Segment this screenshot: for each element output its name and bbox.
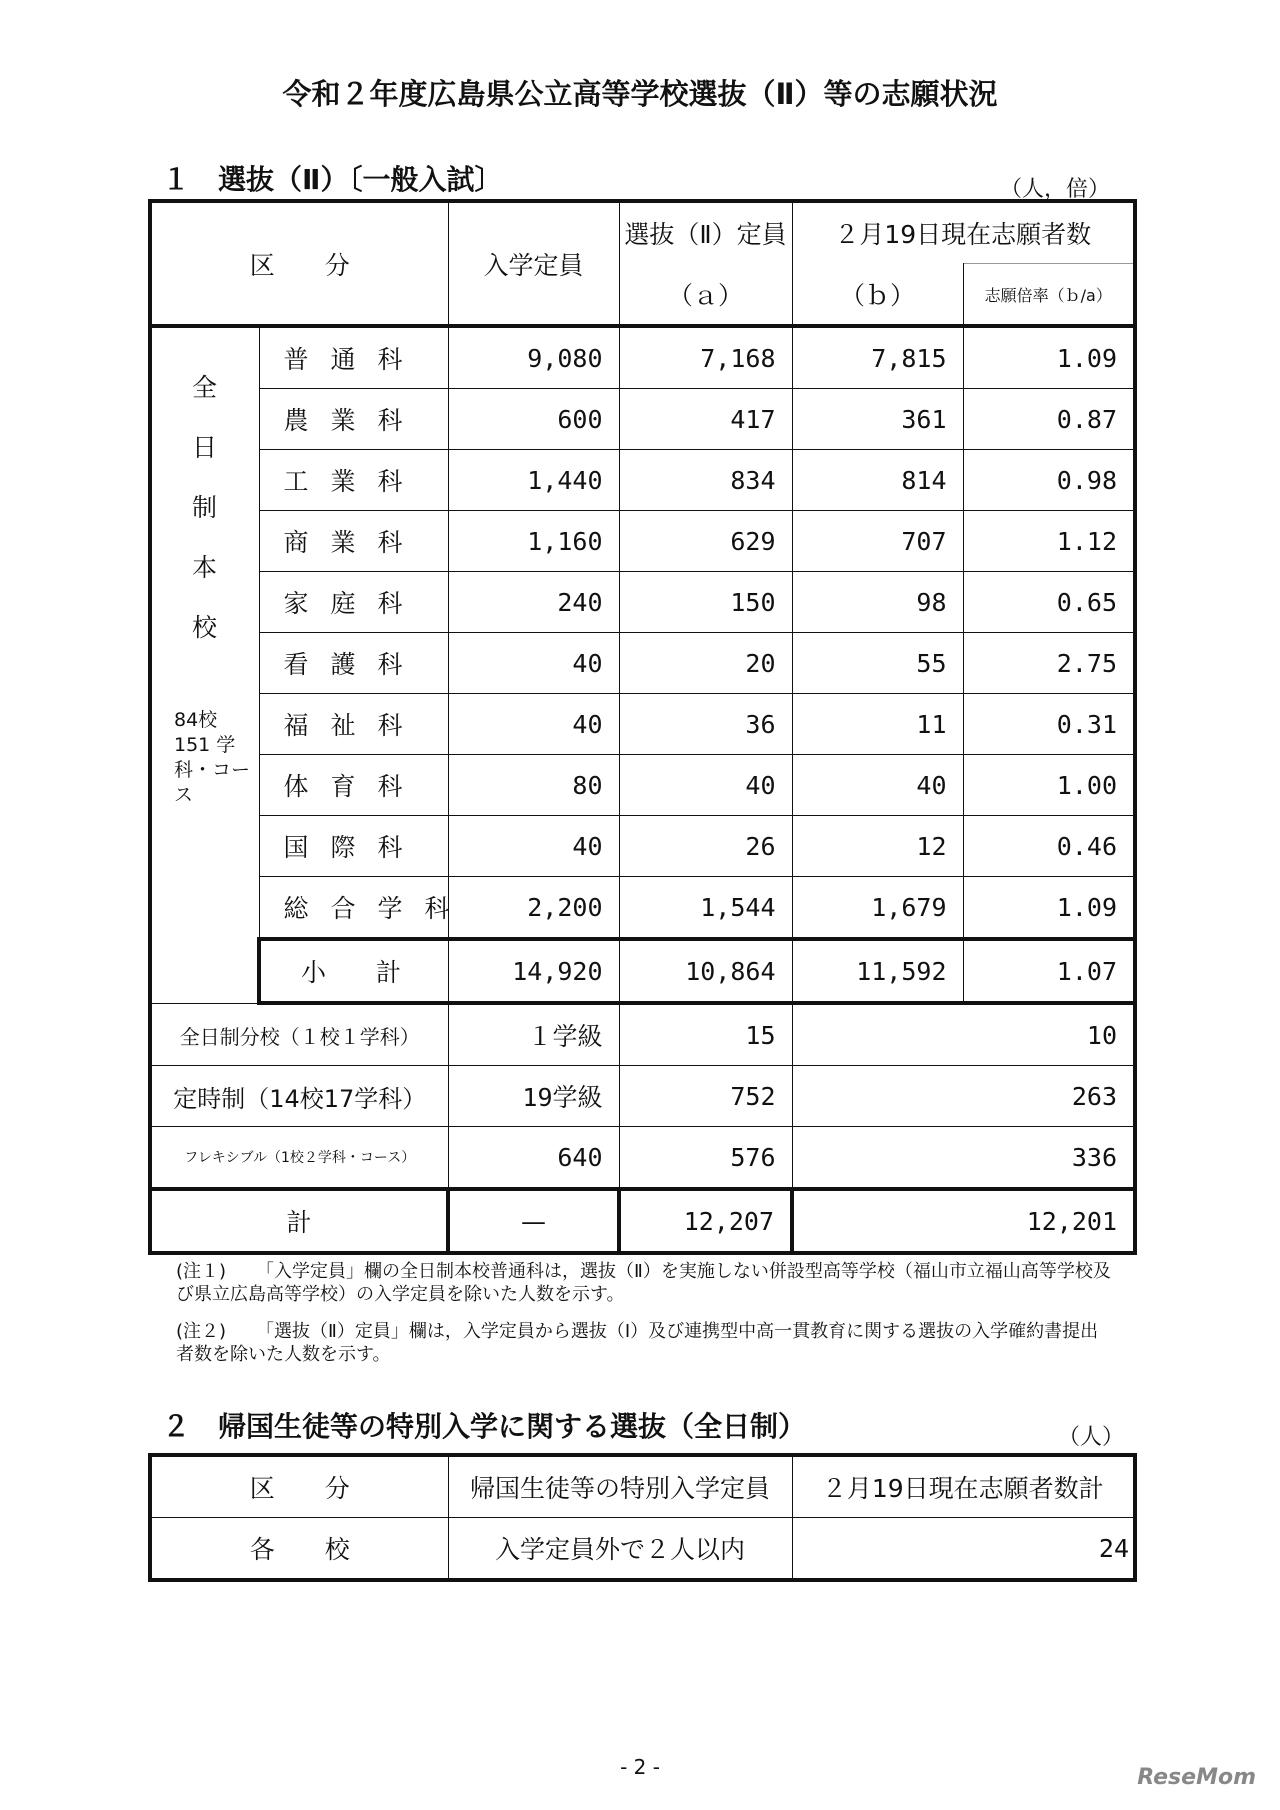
t2-header-capacity: 帰国生徒等の特別入学定員 [448, 1455, 792, 1518]
capacity-value: 40 [448, 694, 619, 755]
ratio-value: 0.65 [963, 572, 1135, 633]
course-name: 看護科 [259, 633, 448, 694]
total-capacity: — [448, 1189, 619, 1253]
course-name: 国際科 [259, 816, 448, 877]
header-applicants: ２月19日現在志願者数 [792, 201, 1135, 264]
note-text: 「選抜（Ⅱ）定員」欄は，入学定員から選抜（Ⅰ）及び連携型中高一貫教育に関する選抜の入学確約書提出者数を除いた人数を示す。 [176, 1321, 1099, 1365]
header-capacity: 入学定員 [448, 201, 619, 326]
group-label-char: 制 [191, 493, 217, 522]
course-name: 家庭科 [259, 572, 448, 633]
section2-unit: （人） [1058, 1425, 1125, 1450]
table-row [150, 1066, 1135, 1127]
total-selection: 12,207 [619, 1189, 792, 1253]
capacity-value: 1,160 [448, 511, 619, 572]
table-row [150, 1003, 1135, 1066]
applicants-value: 814 [792, 450, 963, 511]
applicants-value: 336 [792, 1127, 1135, 1190]
subtotal-label: 小 計 [259, 939, 448, 1003]
t2-row-label: 各 校 [150, 1518, 448, 1581]
total-applicants: 12,201 [792, 1189, 1135, 1253]
selection-capacity-value: 40 [619, 755, 792, 816]
applicants-value: 10 [792, 1003, 1135, 1066]
capacity-value: 9,080 [448, 326, 619, 389]
header-sel-cap: 選抜（Ⅱ）定員 [619, 201, 792, 264]
selection-capacity-value: 20 [619, 633, 792, 694]
table-row [150, 694, 1135, 755]
course-name: 工業科 [259, 450, 448, 511]
page-number: - 2 - [620, 1755, 660, 1779]
note-1 [176, 1260, 1116, 1306]
group-label-zennichisei-honkou [150, 326, 259, 1003]
table-row [150, 877, 1135, 940]
note-label: (注１) [176, 1261, 227, 1282]
subtotal-ratio: 1.07 [963, 939, 1135, 1003]
selection-capacity-value: 629 [619, 511, 792, 572]
capacity-value: 40 [448, 816, 619, 877]
selection-capacity-value: 752 [619, 1066, 792, 1127]
applicants-value: 40 [792, 755, 963, 816]
note-text: 「入学定員」欄の全日制本校普通科は，選抜（Ⅱ）を実施しない併設型高等学校（福山市立福山高等学校及び県立広島高等学校）の入学定員を除いた人数を示す。 [176, 1261, 1111, 1305]
group-label-char: 校 [191, 613, 217, 642]
selection-capacity-value: 1,544 [619, 877, 792, 940]
selection-capacity-value: 7,168 [619, 326, 792, 389]
table-row [150, 755, 1135, 816]
course-name: 総合学科 [259, 877, 448, 940]
ratio-value: 1.00 [963, 755, 1135, 816]
note-label: (注２) [176, 1321, 227, 1342]
course-name: 体育科 [259, 755, 448, 816]
table-row [150, 326, 1135, 389]
ratio-value: 1.09 [963, 877, 1135, 940]
resemom-logo: ReseMom [1137, 1765, 1256, 1790]
selection-capacity-value: 576 [619, 1127, 792, 1190]
page-title: 令和２年度広島県公立高等学校選抜（Ⅱ）等の志願状況 [282, 77, 998, 111]
table-row [150, 816, 1135, 877]
subtotal-selection: 10,864 [619, 939, 792, 1003]
category-label: 全日制分校（１校１学科） [150, 1003, 448, 1066]
capacity-value: 2,200 [448, 877, 619, 940]
capacity-value: １学級 [448, 1003, 619, 1066]
course-name: 福祉科 [259, 694, 448, 755]
applicants-value: 361 [792, 389, 963, 450]
capacity-value: 240 [448, 572, 619, 633]
total-label: 計 [150, 1189, 448, 1253]
group-label-char: 日 [191, 433, 217, 462]
selection-capacity-value: 150 [619, 572, 792, 633]
t2-row-capacity: 入学定員外で２人以内 [448, 1518, 792, 1581]
capacity-value: 640 [448, 1127, 619, 1190]
capacity-value: 40 [448, 633, 619, 694]
ratio-value: 0.46 [963, 816, 1135, 877]
t2-header-kubun: 区 分 [150, 1455, 448, 1518]
section1-heading: １ 選抜（Ⅱ）〔一般入試〕 [162, 163, 503, 196]
subtotal-applicants: 11,592 [792, 939, 963, 1003]
course-name: 商業科 [259, 511, 448, 572]
selection-capacity-value: 26 [619, 816, 792, 877]
capacity-value: 19学級 [448, 1066, 619, 1127]
applicants-value: 707 [792, 511, 963, 572]
applicants-value: 263 [792, 1066, 1135, 1127]
applicants-value: 12 [792, 816, 963, 877]
applicants-value: 11 [792, 694, 963, 755]
applicants-value: 7,815 [792, 326, 963, 389]
applicants-value: 55 [792, 633, 963, 694]
ratio-value: 0.31 [963, 694, 1135, 755]
table-row [150, 389, 1135, 450]
ratio-value: 2.75 [963, 633, 1135, 694]
course-name: 農業科 [259, 389, 448, 450]
selection-capacity-value: 36 [619, 694, 792, 755]
ratio-value: 0.98 [963, 450, 1135, 511]
capacity-value: 80 [448, 755, 619, 816]
ratio-value: 1.09 [963, 326, 1135, 389]
subtotal-row [150, 939, 1135, 1003]
header-ratio: 志願倍率（ｂ/a） [963, 264, 1135, 327]
header-kubun: 区 分 [150, 201, 448, 326]
group-label-char: 本 [191, 553, 217, 582]
capacity-value: 1,440 [448, 450, 619, 511]
category-label: フレキシブル（1校２学科・コース） [150, 1127, 448, 1190]
t2-row-applicants: 24 [792, 1518, 1135, 1581]
applicants-value: 1,679 [792, 877, 963, 940]
header-sel-cap-sub: （ａ） [619, 264, 792, 327]
course-name: 普通科 [259, 326, 448, 389]
section2-heading: ２ 帰国生徒等の特別入学に関する選抜（全日制） [162, 1410, 807, 1443]
selection-capacity-value: 15 [619, 1003, 792, 1066]
selection-table [148, 199, 1137, 1255]
selection-capacity-value: 834 [619, 450, 792, 511]
selection-capacity-value: 417 [619, 389, 792, 450]
applicants-value: 98 [792, 572, 963, 633]
returnee-table [148, 1453, 1137, 1582]
table-row [150, 633, 1135, 694]
group-label-char: 全 [191, 373, 217, 402]
ratio-value: 1.12 [963, 511, 1135, 572]
capacity-value: 600 [448, 389, 619, 450]
group-note: 84校 151 学科・コース [174, 709, 251, 806]
header-applicants-sub: （ｂ） [792, 264, 963, 327]
table-row [150, 511, 1135, 572]
ratio-value: 0.87 [963, 389, 1135, 450]
t2-header-applicants: ２月19日現在志願者数計 [792, 1455, 1135, 1518]
note-2 [176, 1320, 1116, 1366]
table-row [150, 572, 1135, 633]
section1-unit: （人，倍） [1000, 177, 1111, 202]
total-row [150, 1189, 1135, 1253]
subtotal-capacity: 14,920 [448, 939, 619, 1003]
category-label: 定時制（14校17学科） [150, 1066, 448, 1127]
table-row [150, 450, 1135, 511]
table-row [150, 1127, 1135, 1190]
